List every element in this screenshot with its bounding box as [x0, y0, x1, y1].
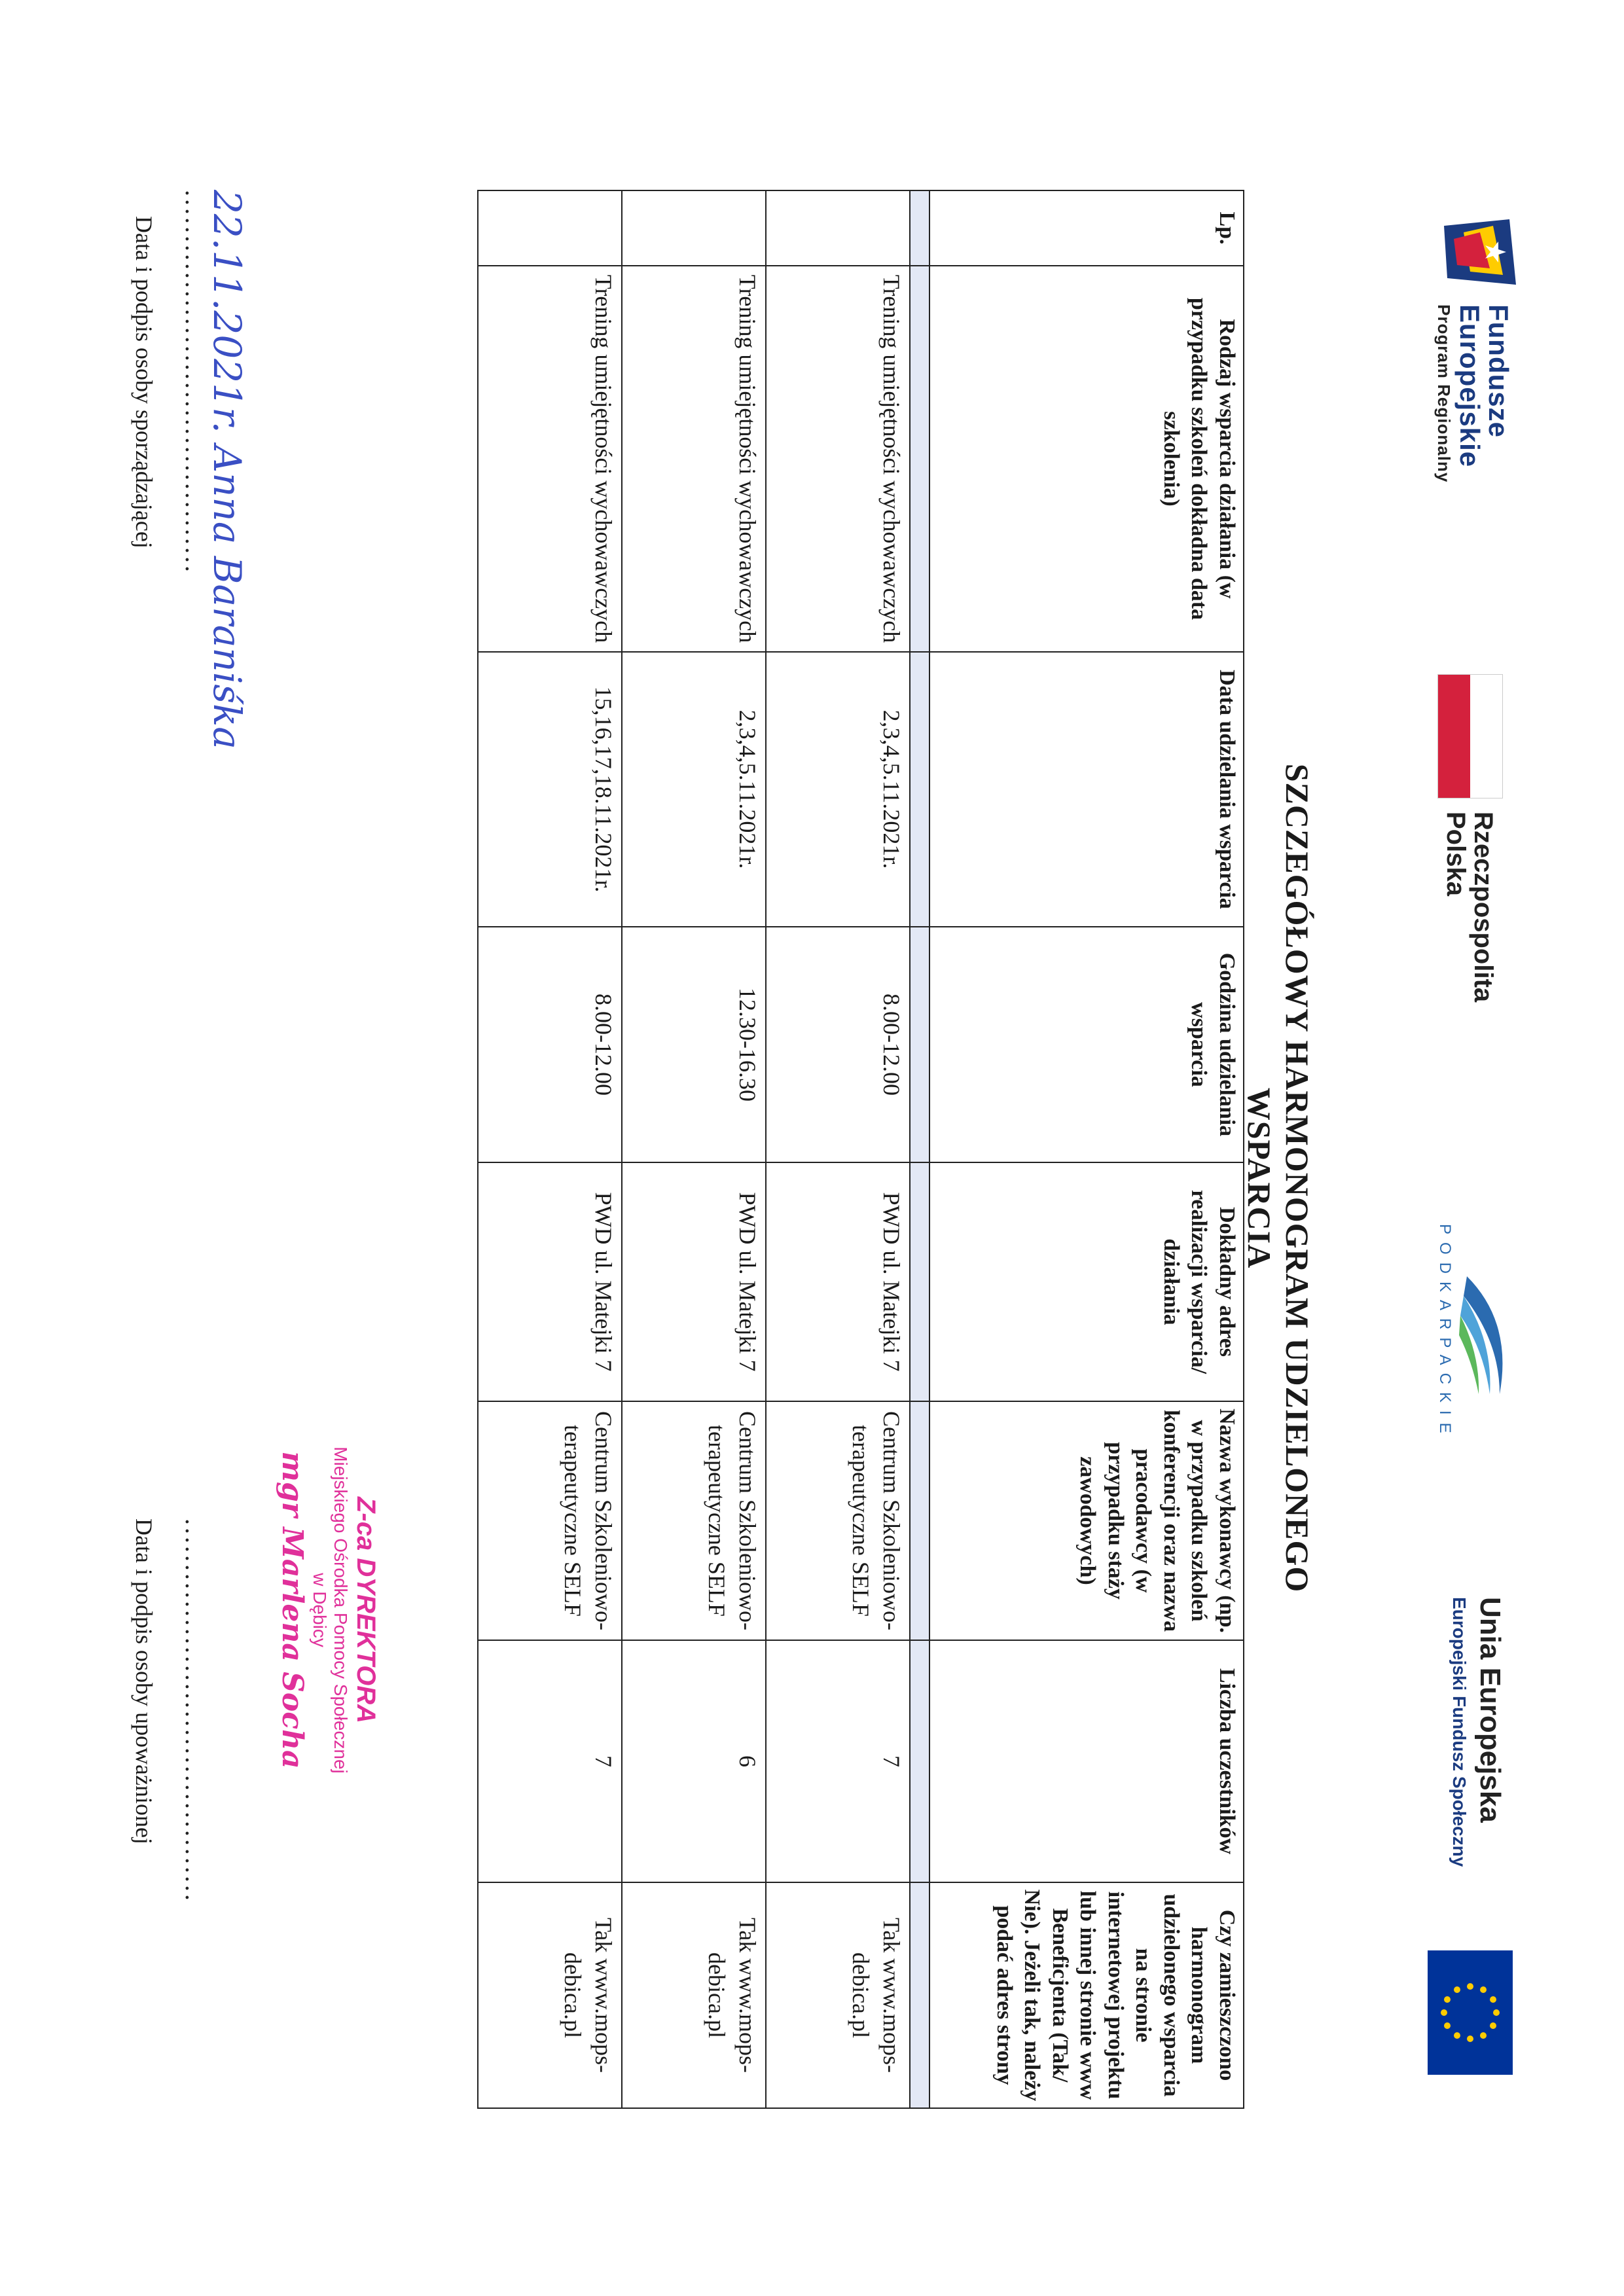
podkarpackie-logo — [1428, 1172, 1519, 1486]
cell-liczba: 7 — [478, 1640, 622, 1882]
cell-strona: Tak www.mops-debica.pl — [622, 1882, 766, 2108]
table-row — [766, 190, 910, 2108]
header-adres: Dokładny adres realizacji wsparcia/ działania — [929, 1162, 1244, 1401]
stamp-line4: mgr Marlena Socha — [276, 1451, 309, 1769]
cell-data: 2,3,4,5.11.2021r. — [622, 652, 766, 927]
cell-wykonawca: Centrum Szkoleniowo-terapeutyczne SELF — [478, 1401, 622, 1640]
table-header-row — [929, 190, 1244, 2108]
cell-wykonawca: Centrum Szkoleniowo-terapeutyczne SELF — [622, 1401, 766, 1640]
cell-rodzaj: Trening umiejętności wychowawczych — [622, 266, 766, 652]
schedule-table-wrapper — [477, 190, 1244, 2109]
cell-adres: PWD ul. Matejki 7 — [622, 1162, 766, 1401]
polish-flag-icon — [1437, 674, 1503, 798]
cell-rodzaj: Trening umiejętności wychowawczych — [478, 266, 622, 652]
cell-strona: Tak www.mops-debica.pl — [478, 1882, 622, 2108]
ue-line2: Europejski Fundusz Społeczny — [1449, 1597, 1470, 1867]
cell-godzina: 8.00-12.00 — [478, 927, 622, 1162]
preparer-dots: .......................................... — [180, 190, 209, 575]
podkarpackie-name: PODKARPACKIE — [1436, 1224, 1454, 1441]
header-lp: Lp. — [929, 190, 1244, 266]
unia-europejska-logo — [1428, 1597, 1519, 2068]
cell-data: 2,3,4,5.11.2021r. — [766, 652, 910, 927]
cell-liczba: 6 — [622, 1640, 766, 1882]
cell-strona: Tak www.mops-debica.pl — [766, 1882, 910, 2108]
cell-liczba: 7 — [766, 1640, 910, 1882]
stamp-line2: Miejskiego Ośrodka Pomocy Społecznej — [331, 1446, 351, 1774]
cell-lp — [766, 190, 910, 266]
header-data: Data udzielania wsparcia — [929, 652, 1244, 927]
table-row — [622, 190, 766, 2108]
podkarpackie-waves-icon — [1457, 1270, 1519, 1401]
table-row — [478, 190, 622, 2108]
cell-godzina: 8.00-12.00 — [766, 927, 910, 1162]
rzeczpospolita-polska-logo — [1431, 674, 1516, 1001]
authorized-caption: Data i podpis osoby upoważnionej — [131, 1518, 157, 1844]
handwritten-date-signature: 22.11.2021r. Anna Baraniśka — [205, 190, 249, 749]
table-shaded-row — [910, 190, 929, 2108]
stamp-line1: Z-ca DYREKTORA — [352, 1497, 380, 1723]
document-title: SZCZEGÓŁOWY HARMONOGRAM UDZIELONEGO WSPARCIA — [1241, 763, 1316, 1593]
eu-flag-icon — [1428, 1950, 1513, 2075]
fundusze-europejskie-logo — [1428, 213, 1519, 553]
rp-line1: Rzeczpospolita — [1469, 812, 1498, 1003]
authorized-dots: .......................................... — [180, 1518, 209, 1903]
header-wykonawca: Nazwa wykonawcy (np. w przypadku szkoleń konferencji oraz nazwa pracodawcy (w przypadku staży zawodowych) — [929, 1401, 1244, 1640]
fundusze-europejskie-emblem-icon — [1441, 213, 1519, 291]
cell-rodzaj: Trening umiejętności wychowawczych — [766, 266, 910, 652]
cell-adres: PWD ul. Matejki 7 — [766, 1162, 910, 1401]
rp-line2: Polska — [1441, 812, 1470, 896]
cell-godzina: 12.30-16.30 — [622, 927, 766, 1162]
cell-data: 15,16,17,18.11.2021r. — [478, 652, 622, 927]
director-stamp — [249, 1414, 380, 1806]
ue-line1: Unia Europejska — [1474, 1597, 1506, 1823]
preparer-caption: Data i podpis osoby sporządzającej — [131, 216, 157, 548]
fundusze-line3: Program Regionalny — [1434, 304, 1454, 483]
header-rodzaj: Rodzaj wsparcia działania (w przypadku szkoleń dokładna data szkolenia) — [929, 266, 1244, 652]
header-strona: Czy zamieszczono harmonogram udzielonego wsparcia na stronie internetowej projektu lub innej stronie www Beneficjenta (Tak/ Nie). Jeżeli tak, należy podać adres strony — [929, 1882, 1244, 2108]
schedule-table — [477, 190, 1244, 2109]
fundusze-line1: Fundusze — [1483, 304, 1514, 438]
stamp-line3: w Dębicy — [310, 1573, 330, 1647]
cell-wykonawca: Centrum Szkoleniowo-terapeutyczne SELF — [766, 1401, 910, 1640]
header-liczba: Liczba uczestników — [929, 1640, 1244, 1882]
fundusze-line2: Europejskie — [1454, 304, 1485, 468]
cell-lp — [622, 190, 766, 266]
header-godzina: Godzina udzielania wsparcia — [929, 927, 1244, 1162]
cell-adres: PWD ul. Matejki 7 — [478, 1162, 622, 1401]
cell-lp — [478, 190, 622, 266]
